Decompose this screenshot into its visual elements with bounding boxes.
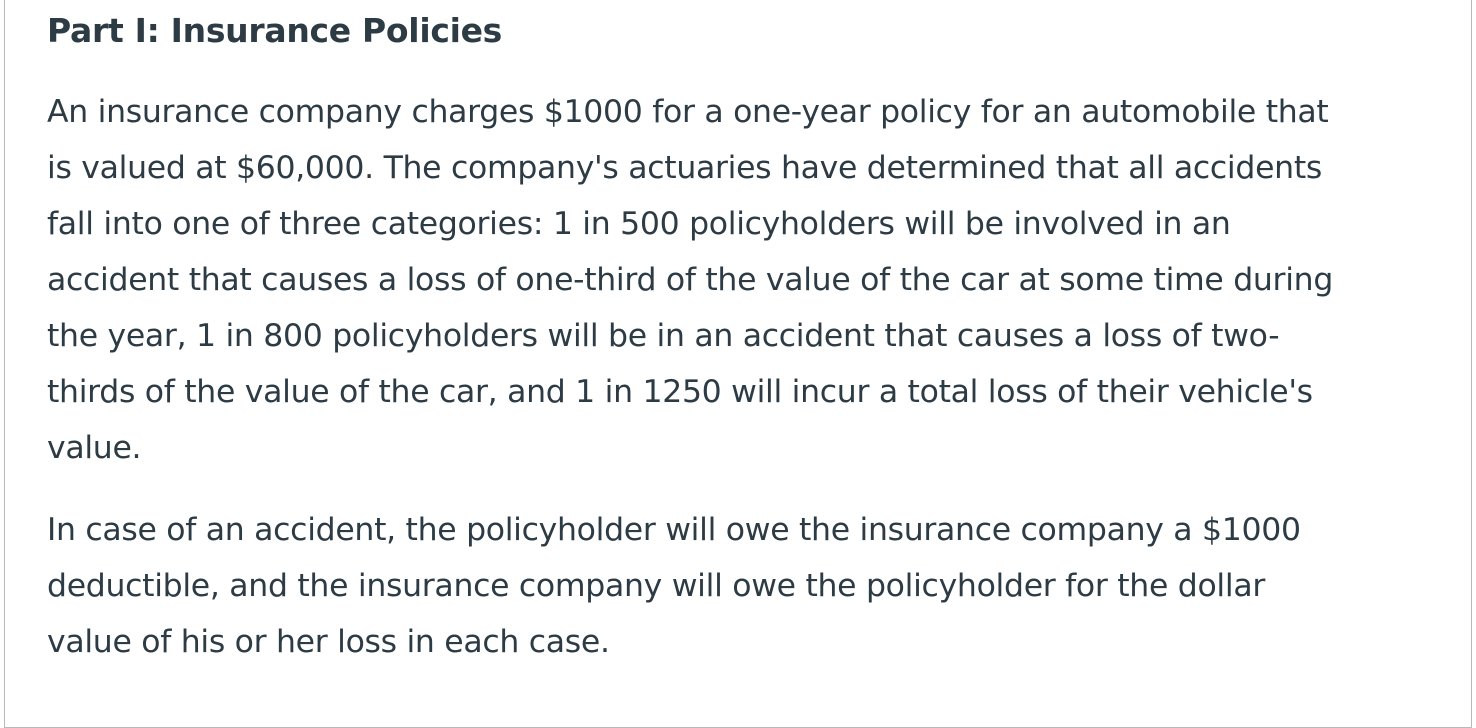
- problem-paragraph-2: [47, 502, 1439, 670]
- paragraph-line: In case of an accident, the policyholder will owe the insurance company a $1000: [47, 512, 1301, 548]
- paragraph-line: value.: [47, 430, 142, 466]
- paragraph-line: accident that causes a loss of one-third of the value of the car at some time during: [47, 262, 1334, 298]
- paragraph-line: value of his or her loss in each case.: [47, 624, 610, 660]
- content-panel: [4, 0, 1472, 728]
- paragraph-line: thirds of the value of the car, and 1 in 1250 will incur a total loss of their vehicle's: [47, 374, 1313, 410]
- paragraph-line: deductible, and the insurance company will owe the policyholder for the dollar: [47, 568, 1265, 604]
- problem-content: [47, 0, 1439, 670]
- paragraph-line: the year, 1 in 800 policyholders will be in an accident that causes a loss of two-: [47, 318, 1280, 354]
- section-heading: Part I: Insurance Policies: [47, 11, 503, 50]
- paragraph-line: fall into one of three categories: 1 in 500 policyholders will be involved in an: [47, 206, 1231, 242]
- problem-paragraph-1: [47, 84, 1439, 476]
- paragraph-line: An insurance company charges $1000 for a one-year policy for an automobile that: [47, 94, 1329, 130]
- paragraph-line: is valued at $60,000. The company's actuaries have determined that all accidents: [47, 150, 1322, 186]
